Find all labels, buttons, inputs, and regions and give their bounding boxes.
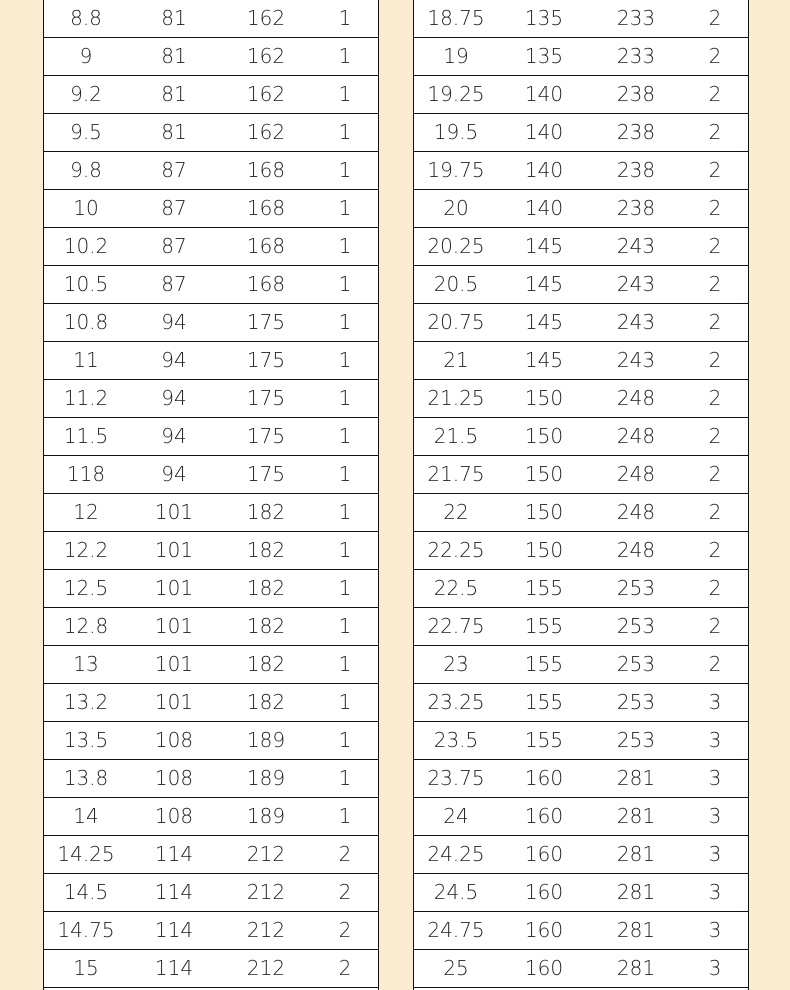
table-cell: 8.8 (70, 6, 102, 30)
table-cell: 2 (708, 272, 722, 296)
table-cell: 182 (246, 500, 286, 524)
table-cell: 281 (616, 766, 656, 790)
table-cell: 243 (616, 234, 656, 258)
table-row (414, 684, 748, 722)
table-cell: 150 (524, 386, 564, 410)
table-cell: 175 (246, 424, 286, 448)
table-cell: 11.5 (63, 424, 109, 448)
table-cell: 243 (616, 310, 656, 334)
table-cell: 101 (154, 500, 194, 524)
table-cell: 108 (154, 804, 194, 828)
table-cell: 155 (524, 614, 564, 638)
table-cell: 1 (338, 728, 352, 752)
table-cell: 233 (616, 44, 656, 68)
table-cell: 94 (161, 348, 187, 372)
table-cell: 281 (616, 918, 656, 942)
table-cell: 21.25 (427, 386, 485, 410)
table-cell: 212 (246, 842, 286, 866)
table-cell: 81 (161, 82, 187, 106)
table-cell: 182 (246, 690, 286, 714)
table-cell: 87 (161, 234, 187, 258)
table-cell: 114 (154, 880, 194, 904)
table-cell: 18.75 (427, 6, 485, 30)
table-cell: 2 (338, 842, 352, 866)
table-cell: 248 (616, 462, 656, 486)
table-cell: 3 (708, 804, 722, 828)
table-cell: 150 (524, 462, 564, 486)
table-cell: 81 (161, 120, 187, 144)
table-row (414, 722, 748, 760)
table-left (43, 0, 379, 990)
table-cell: 2 (338, 880, 352, 904)
table-cell: 175 (246, 310, 286, 334)
table-cell: 14.75 (57, 918, 115, 942)
table-row (44, 798, 378, 836)
table-cell: 145 (524, 234, 564, 258)
table-cell: 2 (708, 424, 722, 448)
table-cell: 175 (246, 386, 286, 410)
table-row (44, 114, 378, 152)
table-cell: 1 (338, 690, 352, 714)
table-cell: 175 (246, 462, 286, 486)
table-cell: 2 (708, 6, 722, 30)
table-cell: 253 (616, 614, 656, 638)
table-cell: 248 (616, 386, 656, 410)
table-cell: 1 (338, 6, 352, 30)
table-cell: 160 (524, 918, 564, 942)
table-row (414, 912, 748, 950)
table-cell: 20.25 (427, 234, 485, 258)
table-row (44, 190, 378, 228)
table-cell: 168 (246, 272, 286, 296)
table-cell: 2 (708, 652, 722, 676)
table-cell: 10.2 (63, 234, 109, 258)
table-cell: 3 (708, 690, 722, 714)
table-cell: 23.75 (427, 766, 485, 790)
table-cell: 140 (524, 120, 564, 144)
table-cell: 114 (154, 956, 194, 980)
table-cell: 2 (708, 82, 722, 106)
table-cell: 87 (161, 196, 187, 220)
table-cell: 243 (616, 272, 656, 296)
table-cell: 162 (246, 120, 286, 144)
table-cell: 9.8 (70, 158, 102, 182)
table-row (414, 38, 748, 76)
table-cell: 1 (338, 120, 352, 144)
table-cell: 162 (246, 44, 286, 68)
table-cell: 118 (66, 462, 106, 486)
table-cell: 23 (443, 652, 469, 676)
table-cell: 238 (616, 158, 656, 182)
table-cell: 25 (443, 956, 469, 980)
table-cell: 248 (616, 538, 656, 562)
table-cell: 2 (708, 44, 722, 68)
table-cell: 3 (708, 728, 722, 752)
table-cell: 19.25 (427, 82, 485, 106)
table-cell: 140 (524, 82, 564, 106)
table-cell: 21 (443, 348, 469, 372)
table-cell: 168 (246, 158, 286, 182)
table-cell: 1 (338, 44, 352, 68)
table-cell: 160 (524, 804, 564, 828)
table-cell: 14.5 (63, 880, 109, 904)
table-cell: 182 (246, 614, 286, 638)
table-cell: 2 (708, 386, 722, 410)
table-cell: 101 (154, 614, 194, 638)
table-row (44, 38, 378, 76)
table-cell: 94 (161, 310, 187, 334)
table-cell: 87 (161, 272, 187, 296)
table-cell: 20.75 (427, 310, 485, 334)
table-cell: 2 (708, 538, 722, 562)
table-cell: 114 (154, 918, 194, 942)
table-cell: 15 (73, 956, 99, 980)
table-cell: 212 (246, 880, 286, 904)
table-cell: 19.5 (433, 120, 479, 144)
table-cell: 13 (73, 652, 99, 676)
table-cell: 94 (161, 386, 187, 410)
table-row (44, 570, 378, 608)
table-cell: 10 (73, 196, 99, 220)
table-row (414, 228, 748, 266)
table-cell: 135 (524, 44, 564, 68)
table-cell: 24.5 (433, 880, 479, 904)
table-row (414, 266, 748, 304)
table-cell: 12.5 (63, 576, 109, 600)
table-cell: 150 (524, 424, 564, 448)
table-cell: 14.25 (57, 842, 115, 866)
table-row (44, 950, 378, 988)
table-cell: 3 (708, 918, 722, 942)
table-cell: 2 (708, 462, 722, 486)
table-cell: 81 (161, 6, 187, 30)
table-cell: 108 (154, 766, 194, 790)
table-row (414, 532, 748, 570)
table-cell: 114 (154, 842, 194, 866)
table-cell: 12.2 (63, 538, 109, 562)
table-cell: 22 (443, 500, 469, 524)
table-cell: 10.5 (63, 272, 109, 296)
table-cell: 3 (708, 880, 722, 904)
table-cell: 2 (708, 348, 722, 372)
table-cell: 160 (524, 880, 564, 904)
table-cell: 1 (338, 500, 352, 524)
table-row (414, 950, 748, 988)
table-row (44, 304, 378, 342)
table-right (413, 0, 749, 990)
table-cell: 81 (161, 44, 187, 68)
table-cell: 94 (161, 424, 187, 448)
table-cell: 233 (616, 6, 656, 30)
table-cell: 9 (79, 44, 93, 68)
table-cell: 182 (246, 538, 286, 562)
table-cell: 94 (161, 462, 187, 486)
table-row (44, 0, 378, 38)
table-cell: 3 (708, 766, 722, 790)
table-cell: 108 (154, 728, 194, 752)
table-cell: 212 (246, 956, 286, 980)
table-cell: 2 (708, 576, 722, 600)
table-row (414, 874, 748, 912)
table-row (414, 114, 748, 152)
table-cell: 189 (246, 766, 286, 790)
table-cell: 1 (338, 348, 352, 372)
table-cell: 2 (708, 120, 722, 144)
table-cell: 23.25 (427, 690, 485, 714)
table-cell: 1 (338, 158, 352, 182)
table-row (44, 912, 378, 950)
table-cell: 135 (524, 6, 564, 30)
table-cell: 20 (443, 196, 469, 220)
table-row (414, 608, 748, 646)
table-cell: 101 (154, 576, 194, 600)
table-cell: 2 (708, 614, 722, 638)
table-cell: 253 (616, 652, 656, 676)
table-cell: 238 (616, 196, 656, 220)
table-cell: 168 (246, 196, 286, 220)
table-cell: 9.5 (70, 120, 102, 144)
table-cell: 253 (616, 728, 656, 752)
table-row (414, 646, 748, 684)
table-row (414, 456, 748, 494)
table-cell: 2 (708, 196, 722, 220)
table-cell: 19 (443, 44, 469, 68)
table-cell: 160 (524, 766, 564, 790)
table-row (44, 152, 378, 190)
table-row (44, 722, 378, 760)
table-row (44, 380, 378, 418)
table-row (414, 798, 748, 836)
table-row (414, 418, 748, 456)
table-row (44, 228, 378, 266)
table-cell: 168 (246, 234, 286, 258)
table-row (44, 266, 378, 304)
table-cell: 238 (616, 82, 656, 106)
table-row (414, 0, 748, 38)
table-cell: 101 (154, 690, 194, 714)
table-row (414, 570, 748, 608)
table-cell: 24 (443, 804, 469, 828)
table-row (44, 836, 378, 874)
table-cell: 162 (246, 82, 286, 106)
table-row (44, 760, 378, 798)
table-cell: 2 (708, 234, 722, 258)
table-cell: 140 (524, 158, 564, 182)
table-row (414, 760, 748, 798)
table-cell: 162 (246, 6, 286, 30)
table-row (44, 874, 378, 912)
table-cell: 24.75 (427, 918, 485, 942)
table-cell: 101 (154, 652, 194, 676)
table-cell: 23.5 (433, 728, 479, 752)
table-cell: 12 (73, 500, 99, 524)
table-row (414, 494, 748, 532)
table-cell: 3 (708, 956, 722, 980)
table-cell: 2 (708, 158, 722, 182)
table-cell: 182 (246, 576, 286, 600)
table-row (414, 342, 748, 380)
table-cell: 1 (338, 82, 352, 106)
table-cell: 101 (154, 538, 194, 562)
table-cell: 21.75 (427, 462, 485, 486)
table-cell: 155 (524, 690, 564, 714)
table-cell: 11 (73, 348, 99, 372)
table-cell: 248 (616, 500, 656, 524)
table-cell: 248 (616, 424, 656, 448)
table-cell: 1 (338, 576, 352, 600)
table-cell: 150 (524, 500, 564, 524)
table-cell: 19.75 (427, 158, 485, 182)
table-row (414, 304, 748, 342)
table-cell: 22.25 (427, 538, 485, 562)
table-cell: 12.8 (63, 614, 109, 638)
table-cell: 1 (338, 804, 352, 828)
table-cell: 160 (524, 956, 564, 980)
table-cell: 145 (524, 272, 564, 296)
table-cell: 1 (338, 462, 352, 486)
table-row (414, 836, 748, 874)
table-cell: 281 (616, 880, 656, 904)
table-cell: 10.8 (63, 310, 109, 334)
table-cell: 11.2 (63, 386, 109, 410)
table-cell: 13.8 (63, 766, 109, 790)
table-cell: 2 (708, 500, 722, 524)
table-cell: 238 (616, 120, 656, 144)
table-cell: 281 (616, 804, 656, 828)
table-cell: 1 (338, 424, 352, 448)
table-cell: 1 (338, 386, 352, 410)
table-cell: 2 (338, 956, 352, 980)
table-cell: 1 (338, 652, 352, 676)
table-cell: 243 (616, 348, 656, 372)
table-cell: 281 (616, 956, 656, 980)
table-cell: 87 (161, 158, 187, 182)
table-cell: 1 (338, 310, 352, 334)
table-cell: 1 (338, 614, 352, 638)
table-cell: 21.5 (433, 424, 479, 448)
table-cell: 145 (524, 348, 564, 372)
table-cell: 14 (73, 804, 99, 828)
table-cell: 22.5 (433, 576, 479, 600)
table-cell: 1 (338, 196, 352, 220)
table-row (44, 684, 378, 722)
table-cell: 20.5 (433, 272, 479, 296)
table-row (414, 190, 748, 228)
table-cell: 24.25 (427, 842, 485, 866)
table-cell: 253 (616, 576, 656, 600)
table-cell: 160 (524, 842, 564, 866)
table-cell: 3 (708, 842, 722, 866)
table-cell: 13.5 (63, 728, 109, 752)
table-cell: 13.2 (63, 690, 109, 714)
table-cell: 1 (338, 766, 352, 790)
table-cell: 182 (246, 652, 286, 676)
table-cell: 175 (246, 348, 286, 372)
table-cell: 1 (338, 272, 352, 296)
table-row (44, 418, 378, 456)
table-cell: 22.75 (427, 614, 485, 638)
table-row (44, 608, 378, 646)
table-cell: 1 (338, 234, 352, 258)
table-cell: 1 (338, 538, 352, 562)
table-cell: 155 (524, 576, 564, 600)
table-cell: 189 (246, 728, 286, 752)
table-cell: 155 (524, 652, 564, 676)
table-cell: 140 (524, 196, 564, 220)
table-row (44, 494, 378, 532)
table-cell: 281 (616, 842, 656, 866)
table-row (44, 456, 378, 494)
table-cell: 155 (524, 728, 564, 752)
table-cell: 189 (246, 804, 286, 828)
table-cell: 150 (524, 538, 564, 562)
table-row (44, 646, 378, 684)
table-cell: 253 (616, 690, 656, 714)
table-row (414, 380, 748, 418)
table-cell: 212 (246, 918, 286, 942)
table-cell: 145 (524, 310, 564, 334)
table-row (44, 342, 378, 380)
table-row (44, 532, 378, 570)
table-row (414, 76, 748, 114)
table-cell: 2 (338, 918, 352, 942)
table-row (414, 152, 748, 190)
table-row (44, 76, 378, 114)
table-cell: 2 (708, 310, 722, 334)
table-cell: 9.2 (70, 82, 102, 106)
